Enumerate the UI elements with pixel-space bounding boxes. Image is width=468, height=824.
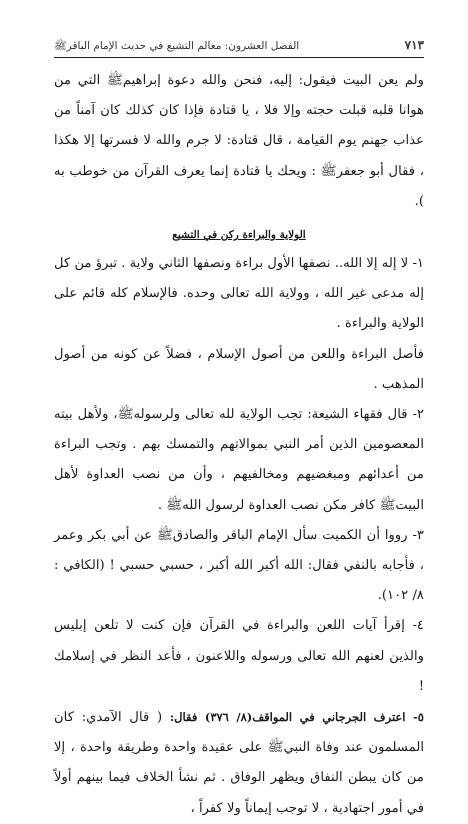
header-divider [54, 57, 424, 58]
paragraph-1: ١- لا إله إلا الله.. نصفها الأول براءة ونصفها الثاني ولاية . تبرؤ من كل إله مدعى غير الله ، وولاية الله تعالى وحده. فالإسلام كله قائم على الولاية والبراءة . [54, 256, 424, 332]
paragraph-5-text: ( قال الآمدي: كان المسلمون عند وفاة النبيﷺ على عقيدة واحدة وطريقة واحدة ، إلا من كان يبطن النفاق ويظهر الوفاق . ثم نشأ الخلاف فيما بينهم أولاً في أمور اجتهادية ، لا توجب إيماناً ولا كفراً ، [54, 710, 424, 816]
paragraph-5 [54, 702, 424, 824]
paragraph-4: ٤- إقرأ آيات اللعن والبراءة في القرآن فإن كنت لا تلعن إبليس والذين لعنهم الله تعالى ورسوله واللاعنون ، فأعد النظر في إسلامك ! [54, 618, 424, 694]
intro-paragraph: ولم يعن البيت فيقول: إليه، فنحن والله دعوة إبراهيمﷺ التي من هوانا قلبه قبلت حجته وإلا فلا ، يا قتادة فإذا كان كذلك كان آمناً من عذاب جهنم يوم القيامة ، قال قتادة: لا جرم والله لا فسرتها إلا هكذا ، فقال أبو جعفرﷺ : ويحك يا قتادة إنما يعرف القرآن من خوطب به ). [54, 73, 424, 209]
paragraph-3: ٣- رووا أن الكميت سأل الإمام الباقر والصادقﷺ عن أبي بكر وعمر ، فأجابه بالنفي فقال: الله أكبر الله أكبر ، حسبي حسبي ! (الكافي : ٨/ ١٠٢). [54, 527, 424, 604]
running-header [54, 38, 424, 54]
paragraph-1b: فأصل البراءة واللعن من أصول الإسلام ، فضلاً عن كونه من أصول المذهب . [54, 346, 424, 392]
paragraph-5-lead: ٥- اعترف الجرجاني في المواقف(٨/ ٣٧٦) فقال: [169, 710, 424, 725]
paragraph-2: ٢- قال فقهاء الشيعة: تجب الولاية لله تعالى ولرسولهﷺ، ولأهل بيته المعصومين الذين أمر النبي بموالاتهم والتمسك بهم . وتجب البراءة من أعدائهم ومبغضيهم ومخالفيهم ، وأن من نصب العداوة لأهل البيتﷺ كافر مكن نصب العداوة لرسول اللهﷺ . [54, 407, 424, 513]
book-page [54, 38, 424, 816]
chapter-title: الفصل العشرون: معالم التشيع في حديث الإمام الباقرﷺ [54, 40, 300, 52]
page-number: ٧١٣ [404, 38, 424, 52]
section-heading: الولاية والبراءة ركن في التشيع [172, 229, 306, 242]
